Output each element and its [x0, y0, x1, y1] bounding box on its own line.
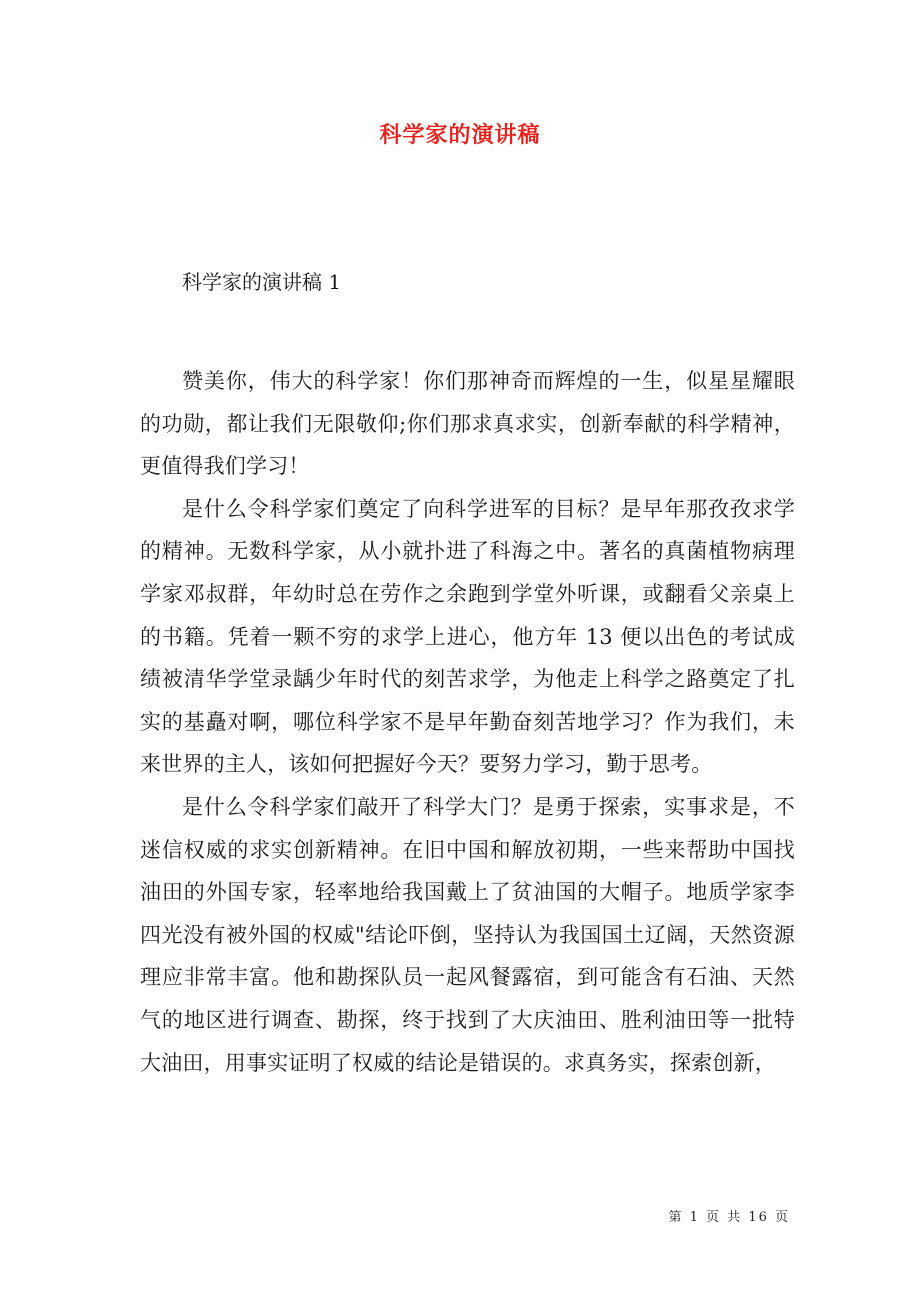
body-text: [140, 360, 795, 1084]
section-heading: 科学家的演讲稿 1: [182, 270, 342, 294]
paragraph-2: 是什么令科学家们奠定了向科学进军的目标？是早年那孜孜求学的精神。无数科学家，从小就扑进了科海之中。著名的真菌植物病理学家邓叔群，年幼时总在劳作之余跑到学堂外听课，或翻看父亲桌上的书籍。凭着一颗不穷的求学上进心，他方年 13 便以出色的考试成绩被清华学堂录龋少年时代的刻苦求学，为他走上科学之路奠定了扎实的基矗对啊，哪位科学家不是早年勤奋刻苦地学习？作为我们，未来世界的主人，该如何把握好今天？要努力学习，勤于思考。: [140, 496, 795, 777]
document-title: 科学家的演讲稿: [379, 122, 541, 148]
paragraph-1: 赞美你，伟大的科学家！你们那神奇而辉煌的一生，似星星耀眼的功勋，都让我们无限敬仰;你们那求真求实，创新奉献的科学精神，更值得我们学习！: [140, 369, 795, 479]
page-number-label: 第 1 页 共 16 页: [668, 1210, 790, 1225]
page-number-footer: [0, 1206, 790, 1225]
paragraph-3: 是什么令科学家们敲开了科学大门？是勇于探索，实事求是，不迷信权威的求实创新精神。在旧中国和解放初期，一些来帮助中国找油田的外国专家，轻率地给我国戴上了贫油国的大帽子。地质学家李四光没有被外国的权威"结论吓倒，坚持认为我国国土辽阔，天然资源理应非常丰富。他和勘探队员一起风餐露宿，到可能含有石油、天然气的地区进行调查、勘探，终于找到了大庆油田、胜利油田等一批特大油田，用事实证明了权威的结论是错误的。求真务实，探索创新，: [140, 794, 795, 1075]
